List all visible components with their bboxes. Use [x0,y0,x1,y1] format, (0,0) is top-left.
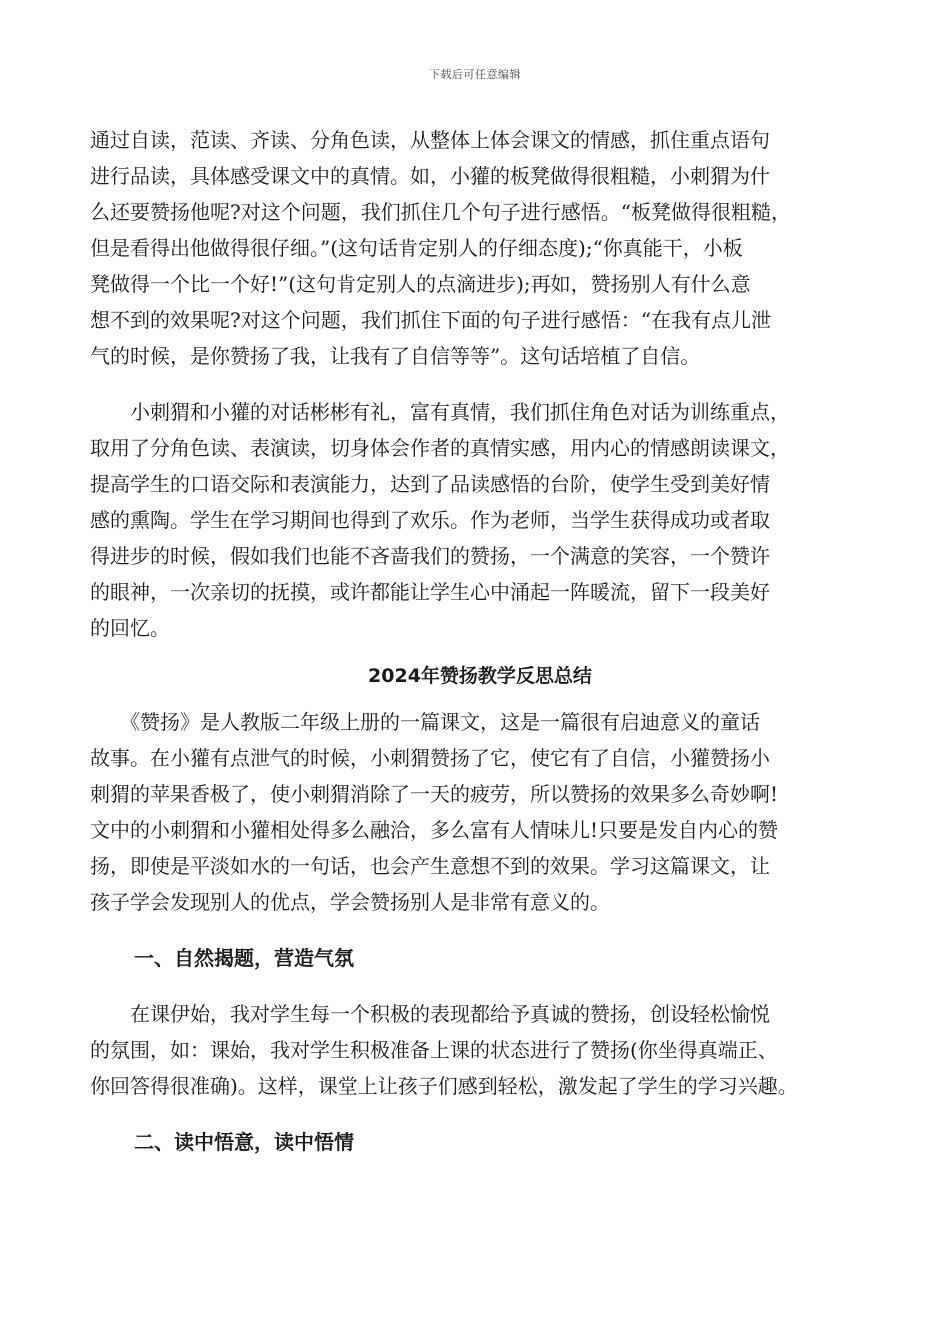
document-body [90,122,870,1160]
paragraph-3 [90,704,870,920]
subheading-1: 一、自然揭题，营造气氛 [134,946,354,970]
paragraph-gap [90,976,870,996]
section-title: 2024年赞扬教学反思总结 [368,665,592,687]
text-line: 在课伊始，我对学生每一个积极的表现都给予真诚的赞扬，创设轻松愉悦 [90,1002,770,1026]
subheading-2: 二、读中悟意，读中悟情 [134,1130,354,1154]
text-line: 提高学生的口语交际和表演能力，达到了品读感悟的台阶，使学生受到美好情 [90,472,770,496]
text-line: 想不到的效果呢?对这个问题，我们抓住下面的句子进行感悟：“在我有点儿泄 [90,308,771,332]
text-line: 么还要赞扬他呢?对这个问题，我们抓住几个句子进行感悟。“板凳做得很粗糙， [90,200,791,224]
text-line: 取用了分角色读、表演读，切身体会作者的真情实感，用内心的情感朗读课文， [90,436,790,460]
text-line: 文中的小刺猬和小獾相处得多么融洽，多么富有人情味儿!只要是发自内心的赞 [90,818,779,842]
page-header: 下载后可任意编辑 [429,68,521,81]
text-line: 的眼神，一次亲切的抚摸，或许都能让学生心中涌起一阵暖流，留下一段美好 [90,580,770,604]
text-line: 小刺猬和小獾的对话彬彬有礼，富有真情，我们抓住角色对话为训练重点， [90,400,790,424]
text-line: 扬，即使是平淡如水的一句话，也会产生意想不到的效果。学习这篇课文，让 [90,854,770,878]
text-line: 《赞扬》是人教版二年级上册的一篇课文，这是一篇很有启迪意义的童话 [90,710,760,734]
text-line: 气的时候，是你赞扬了我，让我有了自信等等”。这句话培植了自信。 [90,344,701,368]
text-line: 故事。在小獾有点泄气的时候，小刺猬赞扬了它，使它有了自信，小獾赞扬小 [90,746,770,770]
text-line: 的回忆。 [90,616,170,640]
text-line: 通过自读，范读、齐读、分角色读，从整体上体会课文的情感，抓住重点语句 [90,128,770,152]
paragraph-gap [90,1104,870,1124]
text-line: 你回答得很准确)。这样，课堂上让孩子们感到轻松，激发起了学生的学习兴趣。 [90,1074,798,1098]
paragraph-2 [90,394,870,646]
text-line: 得进步的时候，假如我们也能不吝啬我们的赞扬，一个满意的笑容，一个赞许 [90,544,770,568]
text-line: 孩子学会发现别人的优点，学会赞扬别人是非常有意义的。 [90,890,610,914]
text-line: 刺猬的苹果香极了，使小刺猬消除了一天的疲劳，所以赞扬的效果多么奇妙啊! [90,782,779,806]
text-line: 凳做得一个比一个好!”(这句肯定别人的点滴进步);再如，赞扬别人有什么意 [90,272,751,296]
paragraph-4 [90,996,870,1104]
text-line: 的氛围，如：课始，我对学生积极准备上课的状态进行了赞扬(你坐得真端正、 [90,1038,778,1062]
paragraph-gap [90,920,870,940]
text-line: 但是看得出他做得很仔细。”(这句话肯定别人的仔细态度);“你真能干，小板 [90,236,743,260]
text-line: 感的熏陶。学生在学习期间也得到了欢乐。作为老师，当学生获得成功或者取 [90,508,770,532]
paragraph-1 [90,122,870,374]
paragraph-gap [90,374,870,394]
text-line: 进行品读，具体感受课文中的真情。如，小獾的板凳做得很粗糙，小刺猬为什 [90,164,770,188]
